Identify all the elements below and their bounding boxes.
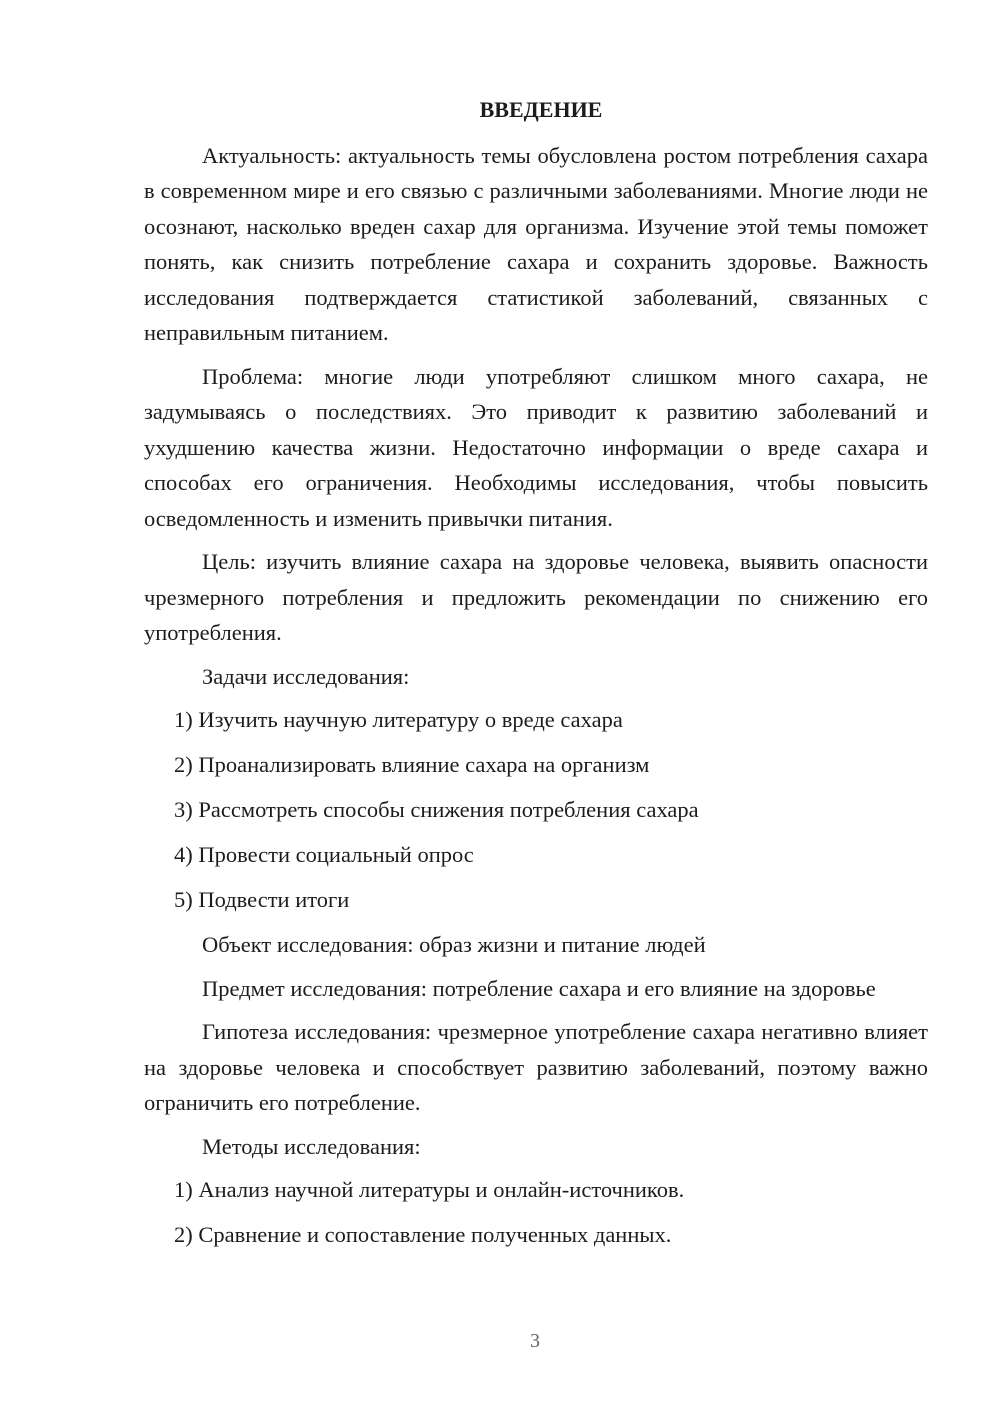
document-page	[144, 92, 928, 1262]
goal-paragraph: Цель: изучить влияние сахара на здоровье человека, выявить опасности чрезмерного потребления и предложить рекомендации по снижению его употребления.	[144, 549, 928, 645]
tasks-list	[144, 702, 928, 917]
problem-paragraph: Проблема: многие люди употребляют слишком много сахара, не задумываясь о последствиях. Это приводит к развитию заболеваний и ухудшению качества жизни. Недостаточно информации о вреде сахара и способах его ограничения. Необходимы исследования, чтобы повысить осведомленность и изменить привычки питания.	[144, 363, 928, 531]
section-heading: ВВЕДЕНИЕ	[479, 97, 603, 122]
list-item: 4) Провести социальный опрос	[174, 842, 474, 867]
list-item: 3) Рассмотреть способы снижения потребления сахара	[174, 797, 699, 822]
list-item: 1) Изучить научную литературу о вреде сахара	[174, 707, 623, 732]
list-item: 1) Анализ научной литературы и онлайн-источников.	[174, 1177, 685, 1202]
relevance-paragraph: Актуальность: актуальность темы обусловлена ростом потребления сахара в современном мире и его связью с различными заболеваниями. Многие люди не осознают, насколько вреден сахар для организма. Изучение этой темы поможет понять, как снизить потребление сахара и сохранить здоровье. Важность исследования подтверждается статистикой заболеваний, связанных с неправильным питанием.	[144, 142, 928, 345]
list-item: 2) Сравнение и сопоставление полученных данных.	[174, 1222, 672, 1247]
page-number: 3	[530, 1330, 540, 1352]
methods-list	[144, 1172, 928, 1252]
object-paragraph: Объект исследования: образ жизни и питание людей	[202, 932, 706, 957]
tasks-label: Задачи исследования:	[202, 663, 410, 689]
hypothesis-paragraph: Гипотеза исследования: чрезмерное употребление сахара негативно влияет на здоровье человека и способствует развитию заболеваний, поэтому важно ограничить его потребление.	[144, 1019, 928, 1115]
list-item: 2) Проанализировать влияние сахара на организм	[174, 752, 650, 777]
methods-label: Методы исследования:	[202, 1133, 421, 1159]
list-item: 5) Подвести итоги	[174, 887, 350, 912]
subject-paragraph: Предмет исследования: потребление сахара и его влияние на здоровье	[202, 975, 876, 1001]
